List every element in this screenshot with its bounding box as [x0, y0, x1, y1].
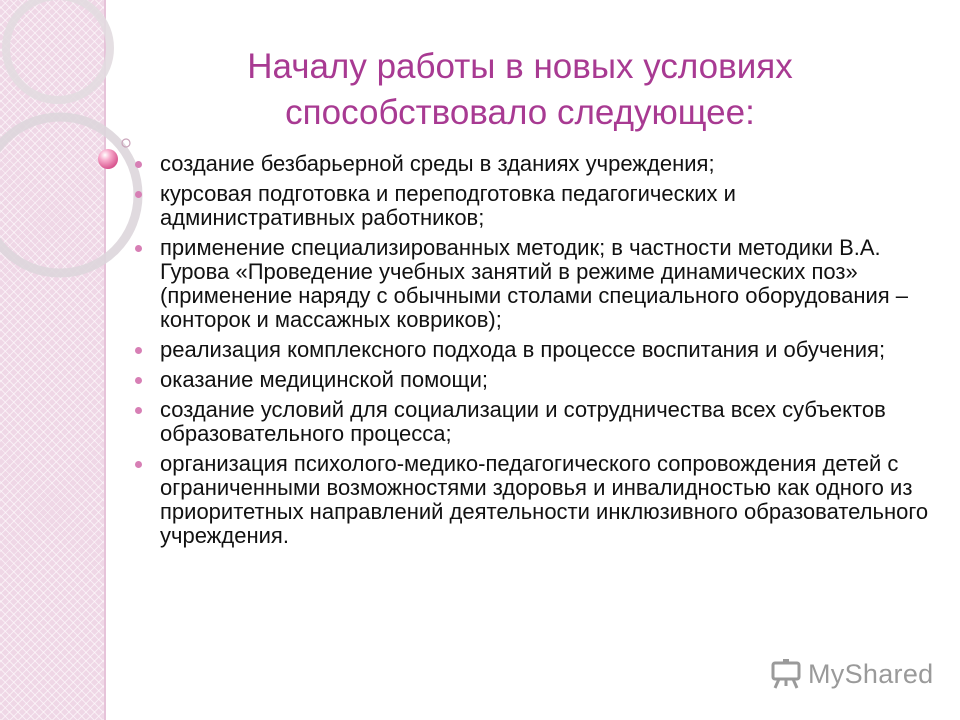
list-item: [130, 398, 930, 446]
bullet-dot-icon: [135, 407, 142, 414]
list-item-text: оказание медицинской помощи;: [160, 367, 489, 392]
small-ring: [122, 139, 130, 147]
bullet-dot-icon: [135, 191, 142, 198]
slide-title: [150, 44, 890, 136]
bullet-dot-icon: [135, 347, 142, 354]
list-item: [130, 368, 930, 392]
list-item-text: создание безбарьерной среды в зданиях учреждения;: [160, 151, 715, 176]
list-item: [130, 152, 930, 176]
title-line-2: способствовало следующее:: [285, 93, 755, 132]
myshared-watermark: [770, 654, 933, 694]
list-item-text: применение специализированных методик; в частности методики В.А. Гурова «Проведение учебных занятий в режиме динамических поз» (применение наряду с обычными столами специального оборудования – конторок и массажных ковриков);: [160, 235, 909, 332]
list-item-text: реализация комплексного подхода в процессе воспитания и обучения;: [160, 337, 886, 362]
bullet-list: [130, 152, 930, 554]
watermark-text: MyShared: [808, 658, 934, 689]
panel-divider: [104, 0, 106, 720]
list-item: [130, 338, 930, 362]
left-decorative-panel: [0, 0, 104, 720]
list-item-text: курсовая подготовка и переподготовка педагогических и административных работников;: [160, 181, 736, 230]
bullet-dot-icon: [135, 161, 142, 168]
bullet-dot-icon: [135, 245, 142, 252]
bullet-dot-icon: [135, 377, 142, 384]
list-item: [130, 182, 930, 230]
list-item-text: организация психолого-медико-педагогического сопровождения детей с ограниченными возможностями здоровья и инвалидностью как одного из приоритетных направлений деятельности инклюзивного образовательного учреждения.: [160, 451, 929, 548]
title-line-1: Началу работы в новых условиях: [247, 47, 793, 86]
bullet-dot-icon: [135, 461, 142, 468]
list-item: [130, 452, 930, 548]
list-item: [130, 236, 930, 332]
presentation-board-icon: [770, 659, 802, 689]
list-item-text: создание условий для социализации и сотрудничества всех субъектов образовательного процесса;: [160, 397, 886, 446]
